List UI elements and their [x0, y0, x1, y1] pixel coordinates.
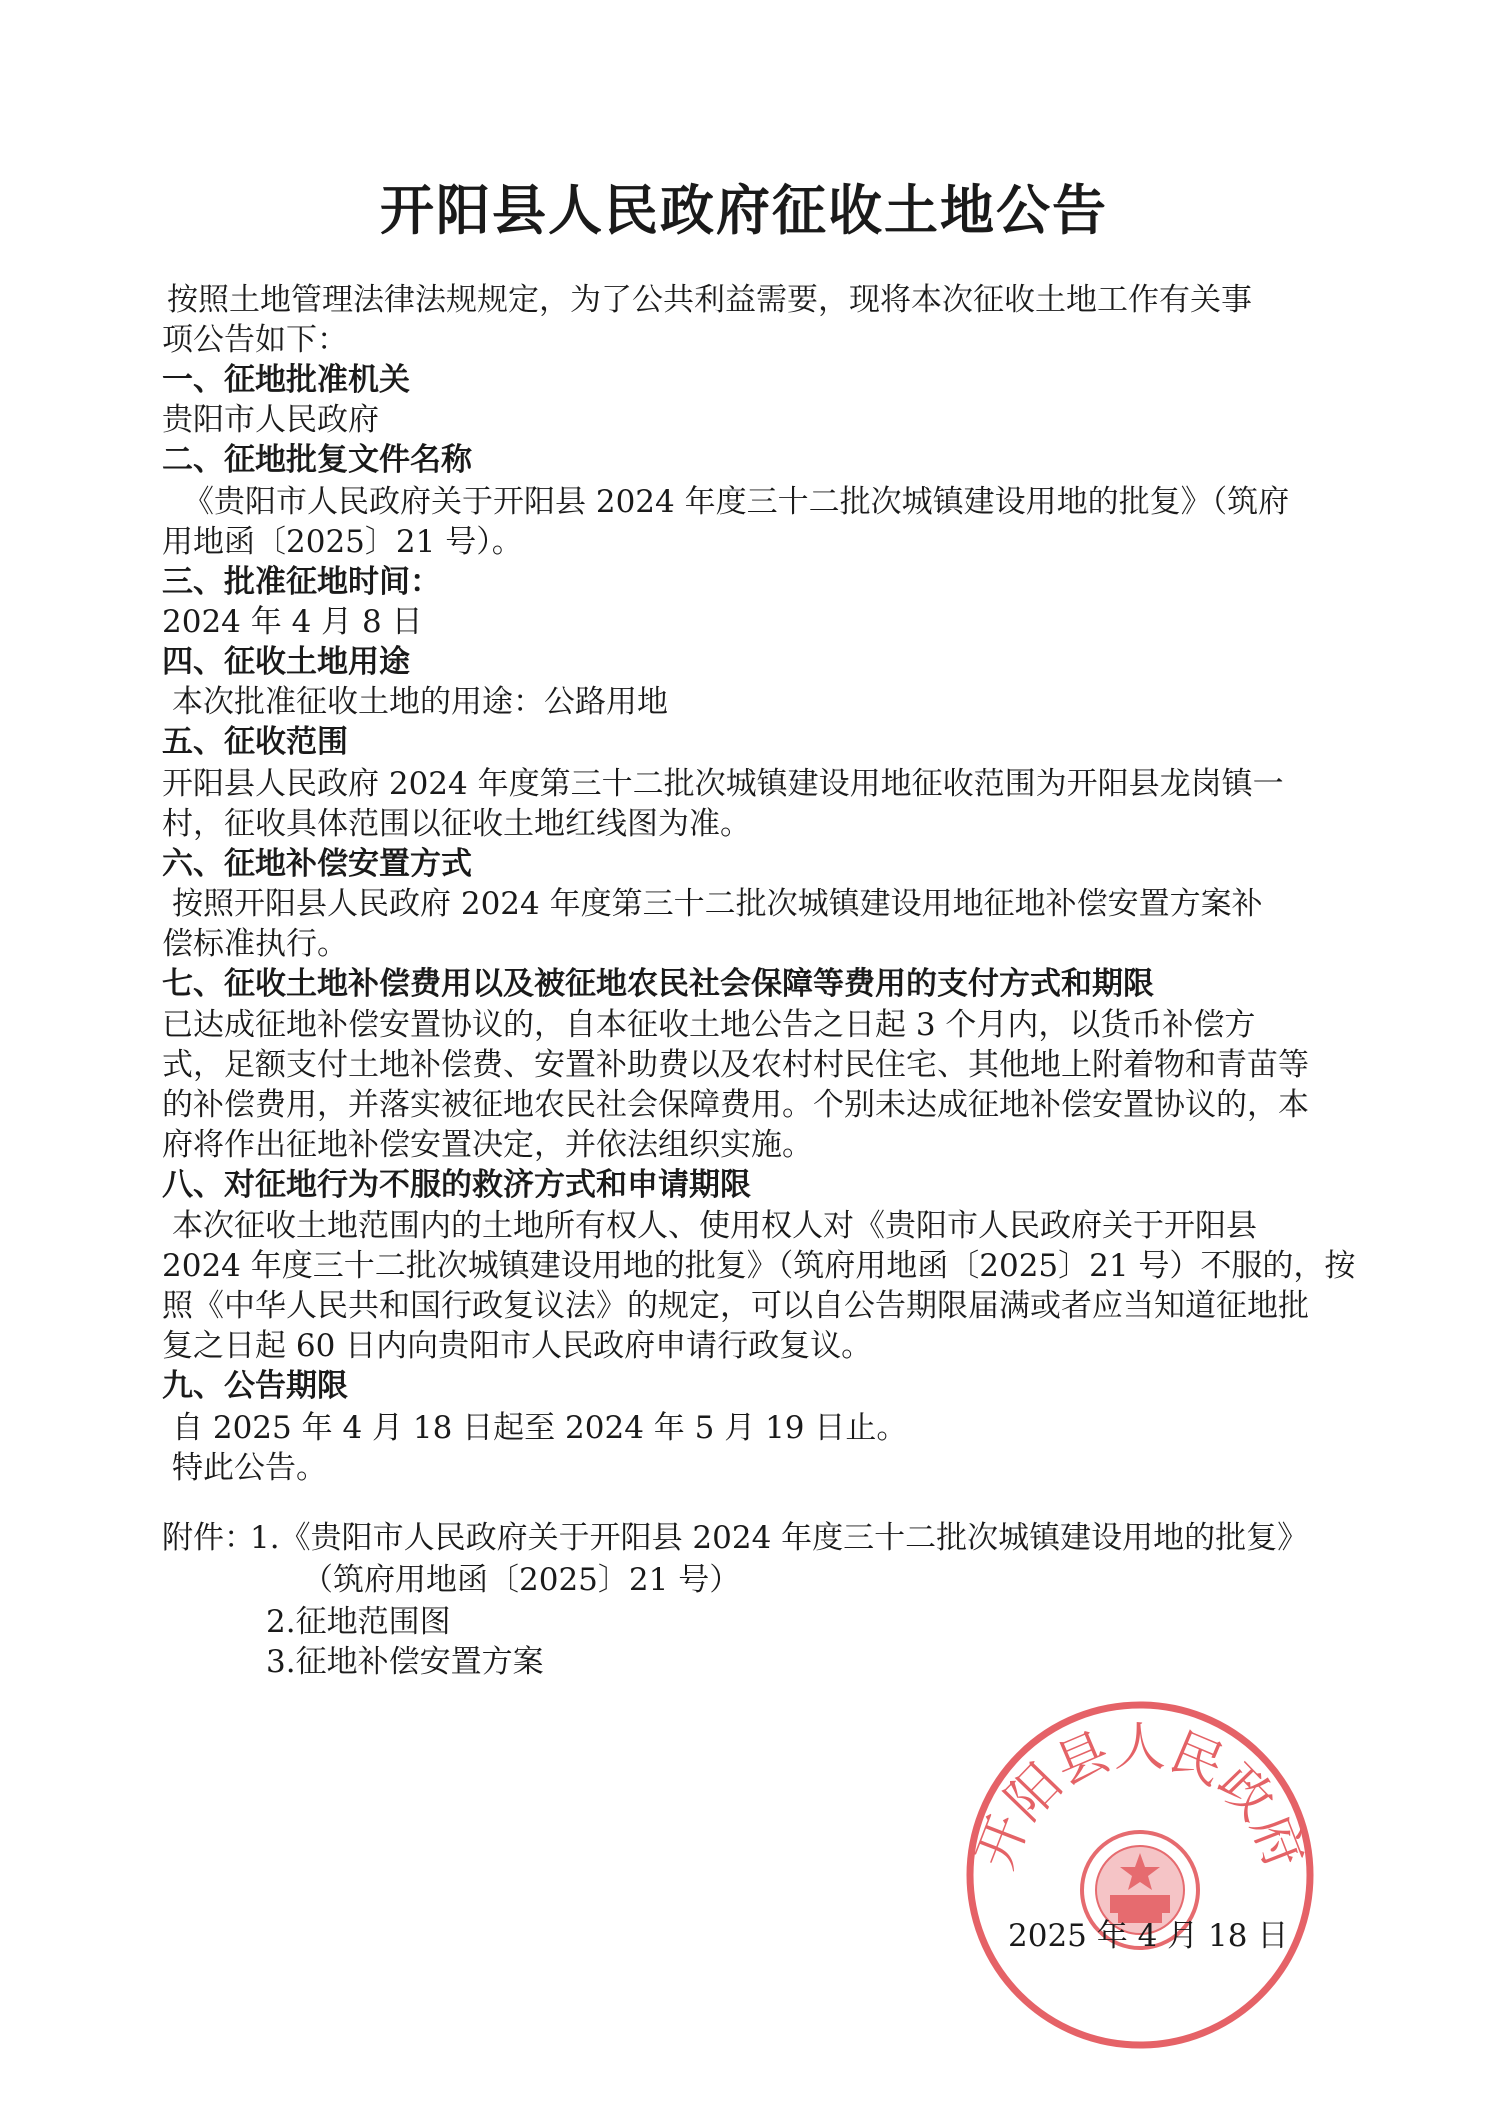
section-8-body-4: 复之日起 60 日内向贵阳市人民政府申请行政复议。: [162, 1328, 873, 1364]
section-5-body-1: 开阳县人民政府 2024 年度第三十二批次城镇建设用地征收范围为开阳县龙岗镇一: [162, 766, 1284, 802]
section-5-heading: 五、征收范围: [162, 724, 348, 760]
section-4-heading: 四、征收土地用途: [162, 644, 410, 680]
section-3-body: 2024 年 4 月 8 日: [162, 604, 423, 640]
section-7-body-4: 府将作出征地补偿安置决定，并依法组织实施。: [162, 1127, 813, 1163]
section-7-heading: 七、征收土地补偿费用以及被征地农民社会保障等费用的支付方式和期限: [162, 966, 1154, 1002]
section-1-body: 贵阳市人民政府: [162, 402, 379, 438]
section-4-body: 本次批准征收土地的用途：公路用地: [172, 684, 668, 720]
page-title: 开阳县人民政府征收土地公告: [380, 179, 1108, 242]
issue-date: 2025 年 4 月 18 日: [1008, 1918, 1289, 1954]
attachment-item-2: 2.征地范围图: [266, 1604, 451, 1640]
section-7-body-3: 的补偿费用，并落实被征地农民社会保障费用。个别未达成征地补偿安置协议的，本: [162, 1087, 1309, 1123]
section-9-body-1: 自 2025 年 4 月 18 日起至 2024 年 5 月 19 日止。: [172, 1410, 908, 1446]
section-2-heading: 二、征地批复文件名称: [162, 442, 472, 478]
section-7-body-2: 式，足额支付土地补偿费、安置补助费以及农村村民住宅、其他地上附着物和青苗等: [162, 1047, 1309, 1083]
section-8-body-1: 本次征收土地范围内的土地所有权人、使用权人对《贵阳市人民政府关于开阳县: [172, 1208, 1257, 1244]
section-3-heading: 三、批准征地时间：: [162, 564, 441, 600]
section-2-body-2: 用地函〔2025〕21 号）。: [162, 524, 523, 560]
intro-line-1: 按照土地管理法律法规规定，为了公共利益需要，现将本次征收土地工作有关事: [167, 282, 1252, 318]
seal-text: 开阳县人民政府: [965, 1718, 1315, 1877]
official-seal: [960, 1695, 1320, 2055]
attachment-item-1-ref: （筑府用地函〔2025〕21 号）: [302, 1562, 741, 1598]
intro-line-2: 项公告如下：: [162, 322, 348, 358]
section-1-heading: 一、征地批准机关: [162, 362, 410, 398]
section-7-body-1: 已达成征地补偿安置协议的，自本征收土地公告之日起 3 个月内，以货币补偿方: [162, 1007, 1256, 1043]
attachment-item-3: 3.征地补偿安置方案: [266, 1644, 544, 1680]
attachments-label: 附件：: [162, 1520, 255, 1556]
section-6-body-1: 按照开阳县人民政府 2024 年度第三十二批次城镇建设用地征地补偿安置方案补: [172, 886, 1263, 922]
section-8-body-3: 照《中华人民共和国行政复议法》的规定，可以自公告期限届满或者应当知道征地批: [162, 1288, 1309, 1324]
section-6-body-2: 偿标准执行。: [162, 926, 348, 962]
section-2-body-1: 《贵阳市人民政府关于开阳县 2024 年度三十二批次城镇建设用地的批复》（筑府: [183, 484, 1290, 520]
section-8-heading: 八、对征地行为不服的救济方式和申请期限: [162, 1167, 751, 1203]
section-8-body-2: 2024 年度三十二批次城镇建设用地的批复》（筑府用地函〔2025〕21 号）不服的，按: [162, 1248, 1356, 1284]
section-9-heading: 九、公告期限: [162, 1368, 348, 1404]
section-5-body-2: 村，征收具体范围以征收土地红线图为准。: [162, 806, 751, 842]
attachment-item-1: 1.《贵阳市人民政府关于开阳县 2024 年度三十二批次城镇建设用地的批复》: [250, 1520, 1309, 1556]
section-6-heading: 六、征地补偿安置方式: [162, 846, 472, 882]
closing-text: 特此公告。: [172, 1450, 327, 1486]
